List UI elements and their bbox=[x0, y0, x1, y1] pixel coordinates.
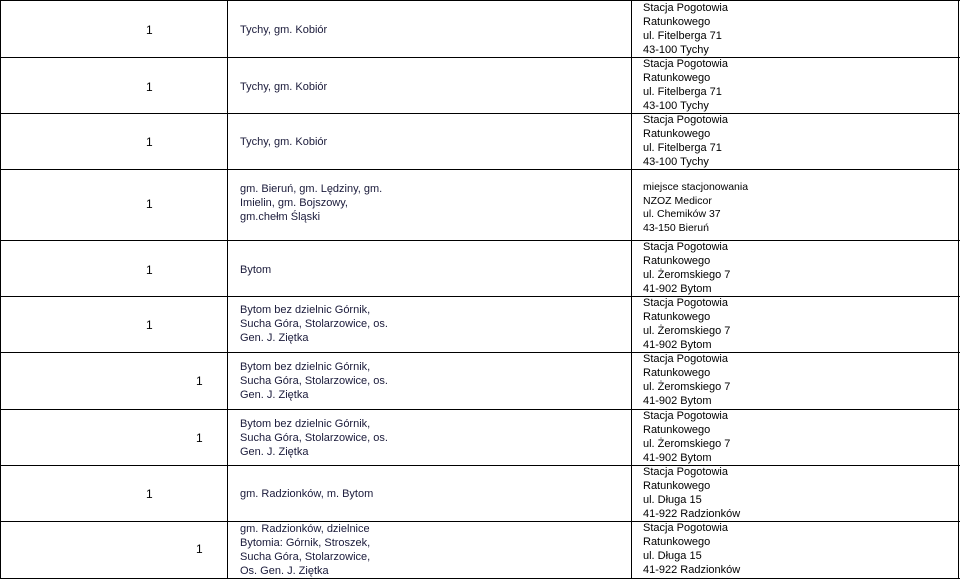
area-cell: gm. Radzionków, m. Bytom bbox=[240, 488, 374, 500]
table-row bbox=[0, 57, 960, 113]
station-line: 43-100 Tychy bbox=[643, 100, 709, 112]
table-row bbox=[0, 169, 960, 240]
station-line: miejsce stacjonowania bbox=[643, 181, 749, 193]
count-cell: 1 bbox=[196, 374, 203, 388]
station-line: Ratunkowego bbox=[643, 311, 711, 323]
station-line: Ratunkowego bbox=[643, 367, 711, 379]
station-line: Stacja Pogotowia bbox=[643, 2, 728, 14]
station-line: ul. Fitelberga 71 bbox=[643, 142, 722, 154]
station-line: Ratunkowego bbox=[643, 128, 711, 140]
station-line: ul. Żeromskiego 7 bbox=[643, 269, 731, 281]
station-line: Stacja Pogotowia bbox=[643, 522, 728, 534]
area-cell: Bytom bez dzielnic Górnik, Sucha Góra, Stolarzowice, os. Gen. J. Ziętka bbox=[240, 304, 388, 344]
count-cell: 1 bbox=[146, 487, 153, 501]
table-row bbox=[0, 240, 960, 296]
table-row bbox=[0, 113, 960, 169]
count-cell: 1 bbox=[146, 263, 153, 277]
station-cell bbox=[643, 57, 813, 113]
station-line: Stacja Pogotowia bbox=[643, 58, 728, 70]
station-line: 41-902 Bytom bbox=[643, 452, 712, 464]
station-line: 41-922 Radzionków bbox=[643, 508, 741, 520]
station-line: Stacja Pogotowia bbox=[643, 466, 728, 478]
area-cell: Bytom bez dzielnic Górnik, Sucha Góra, Stolarzowice, os. Gen. J. Ziętka bbox=[240, 418, 388, 458]
table-row bbox=[0, 352, 960, 409]
count-cell: 1 bbox=[196, 542, 203, 556]
station-line: Ratunkowego bbox=[643, 424, 711, 436]
station-cell bbox=[643, 240, 813, 296]
station-cell bbox=[643, 465, 813, 521]
station-line: 41-922 Radzionków bbox=[643, 564, 741, 576]
area-cell: Tychy, gm. Kobiór bbox=[240, 24, 328, 36]
station-line: Stacja Pogotowia bbox=[643, 410, 728, 422]
area-cell: gm. Bieruń, gm. Lędziny, gm. Imielin, gm. Bojszowy, gm.chełm Śląski bbox=[240, 183, 383, 223]
station-line: 43-100 Tychy bbox=[643, 156, 709, 168]
station-cell bbox=[643, 409, 813, 465]
station-line: Ratunkowego bbox=[643, 536, 711, 548]
count-cell: 1 bbox=[196, 431, 203, 445]
area-cell: gm. Radzionków, dzielnice Bytomia: Górnik, Stroszek, Sucha Góra, Stolarzowice, Os. Gen. J. Ziętka bbox=[240, 523, 371, 577]
station-line: ul. Żeromskiego 7 bbox=[643, 381, 731, 393]
count-cell: 1 bbox=[146, 135, 153, 149]
station-line: 41-902 Bytom bbox=[643, 339, 712, 351]
station-line: 41-902 Bytom bbox=[643, 395, 712, 407]
station-cell bbox=[643, 113, 813, 169]
count-cell: 1 bbox=[146, 23, 153, 37]
station-line: Ratunkowego bbox=[643, 480, 711, 492]
station-line: Stacja Pogotowia bbox=[643, 297, 728, 309]
station-line: ul. Długa 15 bbox=[643, 550, 702, 562]
area-cell: Tychy, gm. Kobiór bbox=[240, 81, 328, 93]
station-line: Ratunkowego bbox=[643, 72, 711, 84]
station-line: NZOZ Medicor bbox=[643, 194, 712, 207]
station-line: Stacja Pogotowia bbox=[643, 114, 728, 126]
count-cell: 1 bbox=[146, 318, 153, 332]
table-row bbox=[0, 296, 960, 352]
row-divider bbox=[0, 578, 960, 579]
area-cell: Bytom bbox=[240, 264, 272, 276]
station-line: Stacja Pogotowia bbox=[643, 241, 728, 253]
station-line: ul. Fitelberga 71 bbox=[643, 30, 722, 42]
station-cell bbox=[643, 181, 813, 235]
table-row bbox=[0, 465, 960, 521]
station-cell bbox=[643, 1, 813, 57]
station-line: ul. Fitelberga 71 bbox=[643, 86, 722, 98]
station-cell bbox=[643, 296, 813, 352]
station-line: ul. Długa 15 bbox=[643, 494, 702, 506]
table-row bbox=[0, 0, 960, 57]
count-cell: 1 bbox=[146, 80, 153, 94]
station-cell bbox=[643, 521, 813, 577]
station-line: 41-902 Bytom bbox=[643, 283, 712, 295]
station-line: Ratunkowego bbox=[643, 16, 711, 28]
station-line: Stacja Pogotowia bbox=[643, 353, 728, 365]
station-line: 43-100 Tychy bbox=[643, 44, 709, 56]
area-cell: Bytom bez dzielnic Górnik, Sucha Góra, Stolarzowice, os. Gen. J. Ziętka bbox=[240, 361, 388, 401]
count-cell: 1 bbox=[146, 197, 153, 211]
table-row bbox=[0, 409, 960, 465]
station-line: ul. Żeromskiego 7 bbox=[643, 438, 731, 450]
station-line: ul. Chemików 37 bbox=[643, 208, 721, 220]
station-line: ul. Żeromskiego 7 bbox=[643, 325, 731, 337]
station-line: 43-150 Bieruń bbox=[643, 221, 709, 234]
station-cell bbox=[643, 352, 813, 408]
station-line: Ratunkowego bbox=[643, 255, 711, 267]
area-cell: Tychy, gm. Kobiór bbox=[240, 136, 328, 148]
table-row bbox=[0, 521, 960, 578]
